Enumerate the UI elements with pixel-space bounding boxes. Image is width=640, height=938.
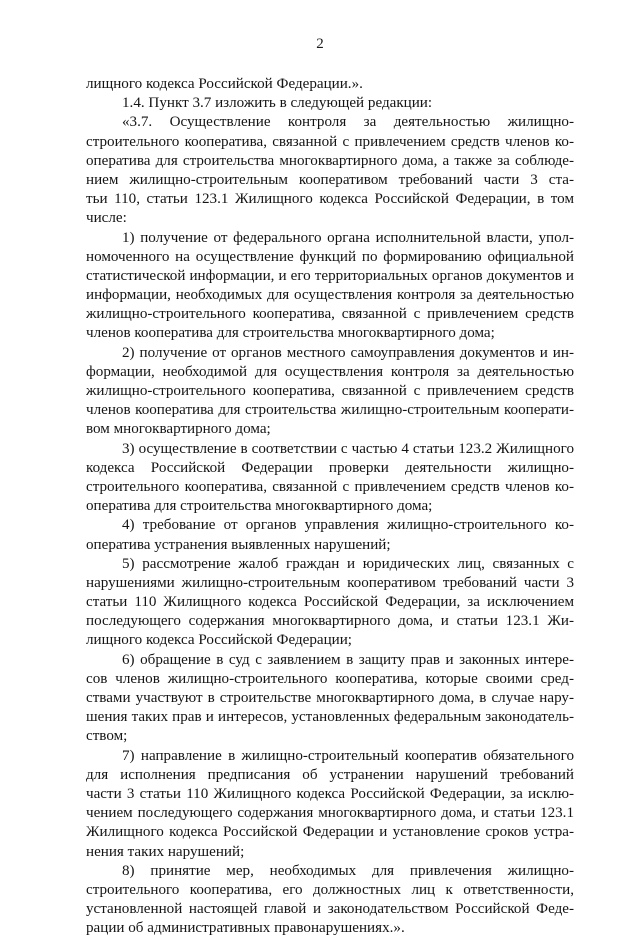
- text-line: членов кооператива для строительства жилищно-строительным кооперати-: [86, 402, 574, 419]
- text-line: числе:: [86, 210, 127, 227]
- text-line: вом многоквартирного дома;: [86, 421, 271, 438]
- text-line: 1.4. Пункт 3.7 изложить в следующей редакции:: [122, 95, 433, 112]
- text-line: установленной настоящей главой и законодательством Российской Феде-: [86, 901, 574, 918]
- text-line: формации, необходимой для осуществления контроля за деятельностью: [86, 363, 574, 380]
- text-line: 3) осуществление в соответствии с частью 4 статьи 123.2 Жилищного: [122, 440, 574, 457]
- text-line: нения таких нарушений;: [86, 843, 245, 860]
- text-line: оператива устранения выявленных нарушений;: [86, 536, 391, 553]
- text-line: информации, необходимых для осуществления контроля за деятельностью: [86, 287, 574, 304]
- text-line: 1) получение от федерального органа исполнительной власти, упол-: [122, 229, 574, 246]
- text-line: 4) требование от органов управления жилищно-строительного ко-: [122, 517, 574, 534]
- text-line: шения таких прав и интересов, установленных федеральным законодатель-: [86, 709, 574, 726]
- text-line: для исполнения предписания об устранении нарушений требований: [86, 766, 574, 783]
- text-line: статьи 110 Жилищного кодекса Российской Федерации, за исключением: [86, 594, 574, 611]
- text-line: 8) принятие мер, необходимых для привлечения жилищно-: [122, 862, 574, 879]
- text-line: тьи 110, статьи 123.1 Жилищного кодекса Российской Федерации, в том: [86, 191, 574, 208]
- text-line: Жилищного кодекса Российской Федерации и установление сроков устра-: [86, 824, 574, 841]
- text-line: членов кооператива для строительства многоквартирного дома;: [86, 325, 495, 342]
- text-line: 6) обращение в суд с заявлением в защиту прав и законных интере-: [122, 651, 574, 668]
- text-line: последующего содержания многоквартирного дома, и статьи 123.1 Жи-: [86, 613, 574, 630]
- text-line: 7) направление в жилищно-строительный кооператив обязательного: [122, 747, 574, 764]
- text-line: лищного кодекса Российской Федерации.».: [86, 76, 363, 92]
- text-line: строительного кооператива, его должностных лиц к ответственности,: [86, 881, 574, 898]
- text-line: рации об административных правонарушениях.».: [86, 920, 405, 937]
- document-body: [86, 75, 574, 938]
- text-line: нием жилищно-строительным кооперативом требований части 3 ста-: [86, 171, 574, 188]
- text-line: номоченного на осуществление функций по формированию официальной: [86, 248, 574, 265]
- text-line: строительного кооператива, связанной с привлечением средств членов ко-: [86, 133, 574, 150]
- text-line: кодекса Российской Федерации проверки деятельности жилищно-: [86, 459, 574, 476]
- text-line: ствами участвуют в строительстве многоквартирного дома, в случае нару-: [86, 690, 574, 706]
- text-line: строительного кооператива, связанной с привлечением средств членов ко-: [86, 478, 574, 495]
- text-line: чением последующего содержания многоквартирного дома, и статьи 123.1: [86, 805, 574, 822]
- page-number: 2: [316, 36, 324, 52]
- text-line: «3.7. Осуществление контроля за деятельностью жилищно-: [122, 114, 574, 131]
- text-line: сов членов жилищно-строительного кооператива, которые своими сред-: [86, 670, 574, 687]
- text-line: жилищно-строительного кооператива, связанной с привлечением средств: [86, 306, 574, 323]
- text-line: оператива для строительства многоквартирного дома;: [86, 498, 433, 515]
- text-line: лищного кодекса Российской Федерации;: [86, 632, 352, 649]
- text-line: части 3 статьи 110 Жилищного кодекса Российской Федерации, за исклю-: [86, 785, 574, 802]
- text-line: ством;: [86, 728, 128, 745]
- text-line: 5) рассмотрение жалоб граждан и юридических лиц, связанных с: [122, 555, 574, 572]
- text-line: статистической информации, и его территориальных органов документов и: [86, 267, 574, 284]
- text-line: нарушениями жилищно-строительным кооперативом требований части 3: [86, 574, 574, 591]
- text-line: оператива для строительства многоквартирного дома, а также за соблюде-: [86, 152, 574, 169]
- text-line: жилищно-строительного кооператива, связанной с привлечением средств: [86, 383, 574, 399]
- text-line: 2) получение от органов местного самоуправления документов и ин-: [122, 344, 574, 361]
